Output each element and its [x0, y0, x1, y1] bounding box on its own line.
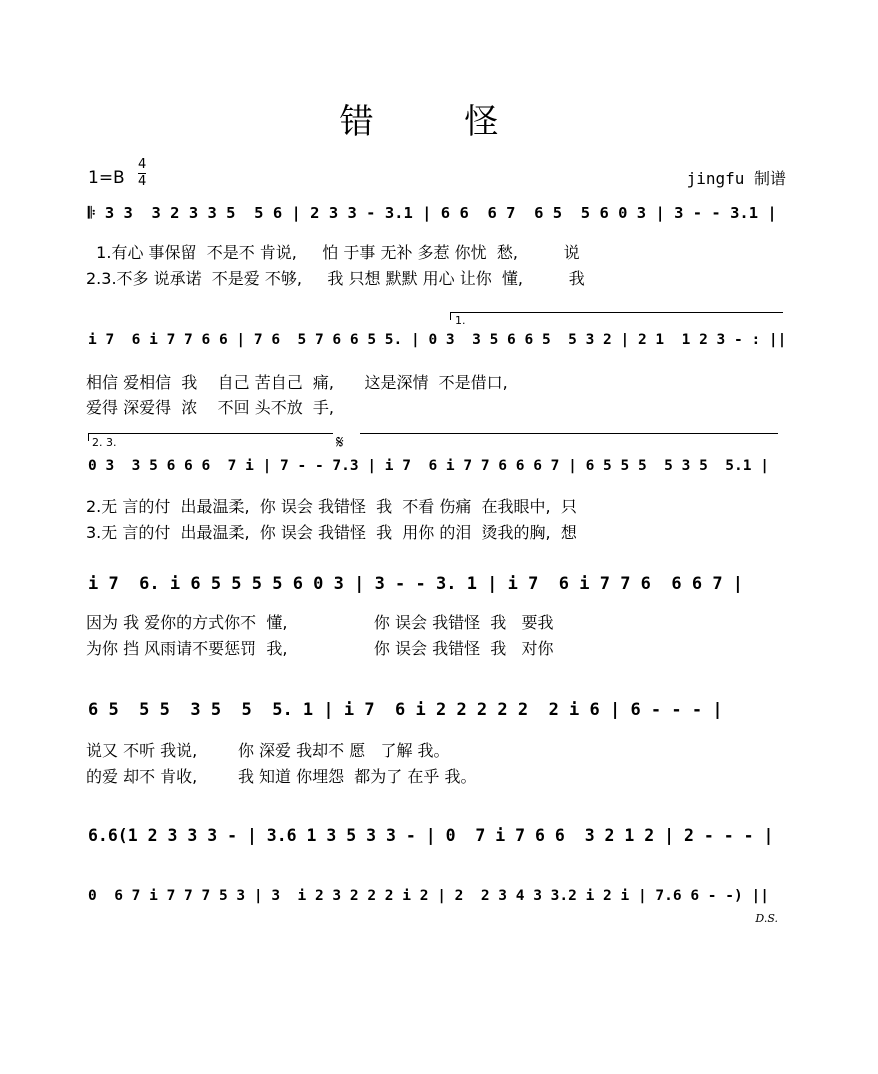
lyric-row-4-verse-3: 为你 挡 风雨请不要惩罚 我, 你 误会 我错怪 我 对你	[86, 639, 554, 658]
notation-row-2: i 7 6 i 7 7 6 6 | 7 6 5 7 6 6 5 5. | 0 3 3 5 6 6 5 5 3 2 | 2 1 1 2 3 - : ||	[88, 332, 787, 348]
song-title: 错 怪	[339, 102, 539, 142]
lyric-row-2-verse-2: 爱得 深爱得 浓 不回 头不放 手,	[86, 398, 334, 417]
volta-1-tick	[450, 312, 451, 320]
lyric-row-5-verse-3: 的爱 却不 肯收, 我 知道 你埋怨 都为了 在乎 我。	[86, 767, 477, 786]
volta-1-bracket	[450, 312, 783, 313]
notation-row-5: 6 5 5 5 3 5 5 5. 1 | i 7 6 i 2 2 2 2 2 2 i 6 | 6 - - - |	[88, 700, 723, 720]
notation-row-3: 0 3 3 5 6 6 6 7 i | 7 - - 7.3 | i 7 6 i 7 7 6 6 6 7 | 6 5 5 5 5 3 5 5.1 |	[88, 458, 769, 474]
lyric-row-3-verse-2: 2.无 言的付 出最温柔, 你 误会 我错怪 我 不看 伤痛 在我眼中, 只	[86, 497, 577, 516]
notation-row-6-interlude: 6.6(1 2 3 3 3 - | 3.6 1 3 5 3 3 - | 0 7 i 7 6 6 3 2 1 2 | 2 - - - |	[88, 826, 774, 845]
notation-row-4: i 7 6. i 6 5 5 5 5 6 0 3 | 3 - - 3. 1 | i 7 6 i 7 7 6 6 6 7 |	[88, 574, 744, 594]
dal-segno-mark: D.S.	[755, 912, 778, 925]
lyric-row-2-verse-1: 相信 爱相信 我 自己 苦自己 痛, 这是深情 不是借口,	[86, 373, 508, 392]
volta-23-bracket-left	[88, 433, 333, 434]
volta-1-label: 1.	[455, 314, 466, 327]
lyric-row-1-verse-2: 2.3.不多 说承诺 不是爱 不够, 我 只想 默默 用心 让你 懂, 我	[86, 269, 585, 288]
lyric-row-1-verse-1: 1.有心 事保留 不是不 肯说, 怕 于事 无补 多惹 你忧 愁, 说	[86, 243, 580, 262]
lyric-row-5-verse-2: 说又 不听 我说, 你 深爱 我却不 愿 了解 我。	[86, 741, 450, 760]
volta-23-bracket-right	[360, 433, 778, 434]
notation-row-7-interlude: 0 6 7 i 7 7 7 5 3 | 3 i 2 3 2 2 2 i 2 | 2 2 3 4 3 3.2 i 2 i | 7.6 6 - -) ||	[88, 888, 769, 904]
volta-23-tick	[88, 433, 89, 441]
volta-23-label: 2. 3.	[92, 436, 117, 449]
arranger-credit: jingfu 制谱	[686, 169, 786, 188]
lyric-row-4-verse-2: 因为 我 爱你的方式你不 懂, 你 误会 我错怪 我 要我	[86, 613, 554, 632]
meter-top: 4	[138, 157, 147, 172]
time-signature	[138, 158, 146, 189]
segno-icon: 𝄋	[336, 432, 344, 453]
key-signature: 1=B	[88, 168, 125, 188]
lyric-row-3-verse-3: 3.无 言的付 出最温柔, 你 误会 我错怪 我 用你 的泪 烫我的胸, 想	[86, 523, 577, 542]
notation-row-1: 𝄆 3 3 3 2 3 3 5 5 6 | 2 3 3 - 3.1 | 6 6 6 7 6 5 5 6 0 3 | 3 - - 3.1 |	[88, 204, 777, 222]
meter-bottom: 4	[138, 174, 147, 189]
